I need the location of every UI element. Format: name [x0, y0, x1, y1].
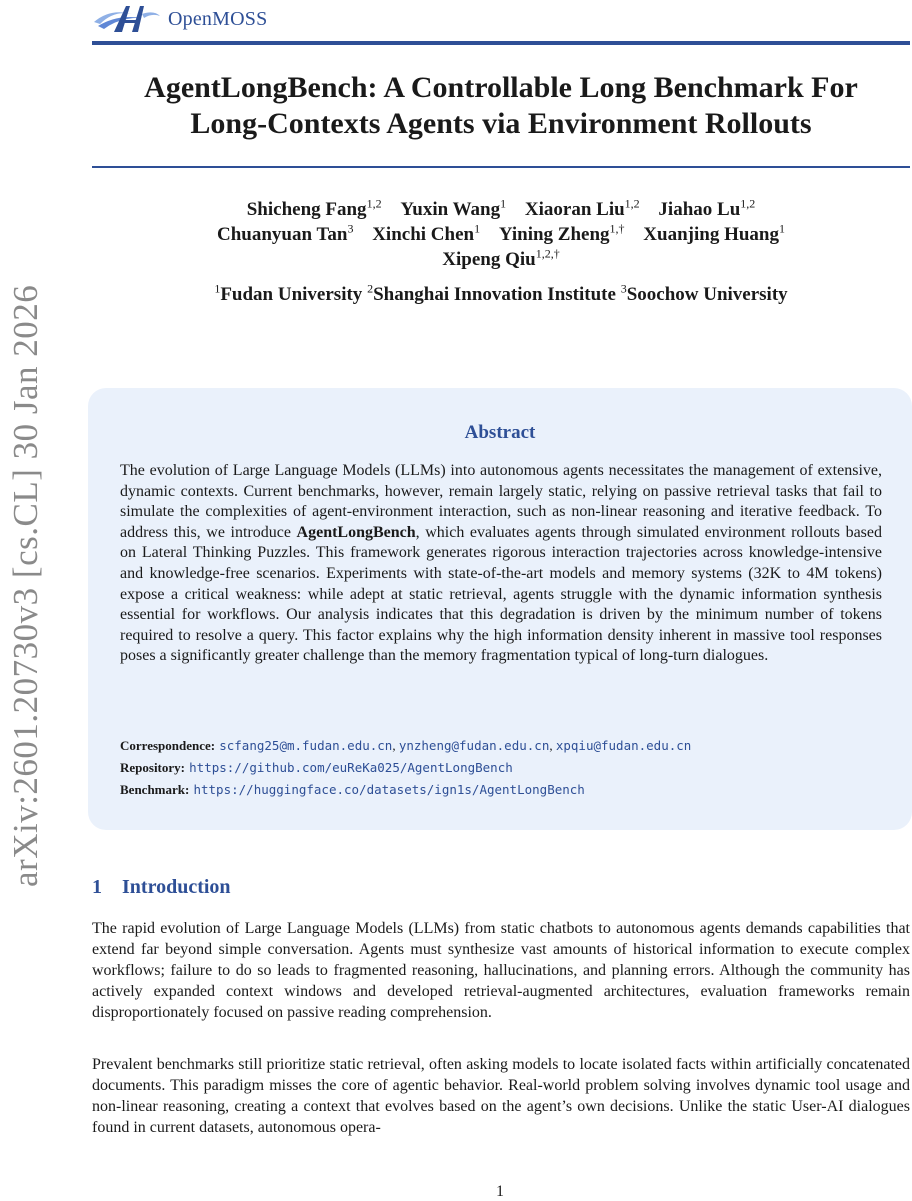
page-number: 1: [496, 1183, 504, 1200]
arxiv-identifier: arXiv:2601.20730v3 [cs.CL] 30 Jan 2026: [6, 284, 45, 887]
correspondence-line: Correspondence: scfang25@m.fudan.edu.cn, ynzheng@fudan.edu.cn, xpqiu@fudan.edu.cn: [120, 738, 692, 753]
affiliations: [92, 283, 910, 307]
body-paragraph: Prevalent benchmarks still prioritize static retrieval, often asking models to locate isolated facts within artificially concatenated documents. This paradigm misses the core of agentic behavior. Real-world problem solving involves dynamic tool usage and non-linear reasoning, creating a context that evolves based on the agent’s own decisions. Unlike the static User-AI dialogues found in current datasets, autonomous opera-: [92, 1056, 910, 1136]
author: Xiaoran Liu$^{1,2}$: [524, 196, 640, 220]
author: Shicheng Fang$^{1,2}$: [246, 196, 382, 220]
affiliation: $^3$Soochow University: [620, 281, 788, 305]
author: Xuanjing Huang$^1$: [643, 221, 785, 245]
author: Xipeng Qiu$^{1,2,\dagger}$: [442, 246, 560, 270]
section-number: 1: [92, 876, 102, 898]
benchmark-link[interactable]: https://huggingface.co/datasets/ign1s/AgentLongBench: [193, 782, 585, 797]
openmoss-logo: [92, 2, 267, 36]
author: Xinchi Chen$^1$: [372, 221, 481, 245]
benchmark-line: Benchmark: https://huggingface.co/datasets/ign1s/AgentLongBench: [120, 782, 585, 797]
abstract-body: The evolution of Large Language Models (LLMs) into autonomous agents necessitates the management of extensive, dynamic contexts. Current benchmarks, however, remain largely static, relying on passive retrieval tasks that fail to simulate the complexities of agent-environment interaction, such as non-linear reasoning and iterative feedback. To address this, we introduce AgentLongBench, which evaluates agents through simulated environment rollouts based on Lateral Thinking Puzzles. This framework generates rigorous interaction trajectories across knowledge-intensive and knowledge-free scenarios. Experiments with state-of-the-art models and memory systems (32K to 4M tokens) expose a critical weakness: while adept at static retrieval, agents struggle with the dynamic information synthesis essential for workflows. Our analysis indicates that this degradation is driven by the minimum number of tokens required to resolve a query. This factor explains why the high information density inherent in massive tool responses poses a significantly greater challenge than the memory fragmentation typical of long-turn dialogues.: [120, 462, 883, 665]
body-paragraph: The rapid evolution of Large Language Models (LLMs) from static chatbots to autonomous agents demands capabilities that extend far beyond simple conversation. Agents must synthesize vast amounts of historical information to execute complex workflows; failure to do so leads to fragmented reasoning, hallucinations, and planning errors. Although the community has actively expanded context windows and developed retrieval-augmented architectures, evaluation frameworks remain disproportionately focused on passive reading comprehension.: [92, 920, 910, 1021]
author: Yuxin Wang$^1$: [400, 196, 507, 220]
repository-line: Repository: https://github.com/euReKa025/AgentLongBench: [120, 760, 513, 775]
openmoss-logo-mark-icon: [92, 4, 162, 34]
email-link[interactable]: xpqiu@fudan.edu.cn: [555, 738, 692, 753]
repository-link[interactable]: https://github.com/euReKa025/AgentLongBench: [189, 760, 513, 775]
logo-text: OpenMOSS: [168, 7, 268, 30]
section-title: Introduction: [122, 876, 231, 898]
affiliation: $^1$Fudan University: [214, 281, 363, 305]
title-line: Long-Contexts Agents via Environment Rollouts: [190, 107, 812, 140]
benchmark-name: AgentLongBench: [296, 523, 416, 541]
author-list: [92, 197, 910, 272]
title-rule: [92, 166, 910, 168]
author: Yining Zheng$^{1,\dagger}$: [498, 221, 625, 245]
affiliation: $^2$Shanghai Innovation Institute: [367, 281, 616, 305]
author: Jiahao Lu$^{1,2}$: [658, 196, 756, 220]
abstract-heading: Abstract: [464, 422, 536, 443]
author: Chuanyuan Tan$^3$: [216, 221, 354, 245]
title-line: AgentLongBench: A Controllable Long Benchmark For: [144, 71, 858, 104]
section-heading: [92, 876, 231, 899]
email-link[interactable]: ynzheng@fudan.edu.cn: [398, 738, 550, 753]
email-link[interactable]: scfang25@m.fudan.edu.cn: [219, 738, 393, 753]
header-rule: [92, 41, 910, 45]
paper-title: [92, 70, 910, 142]
